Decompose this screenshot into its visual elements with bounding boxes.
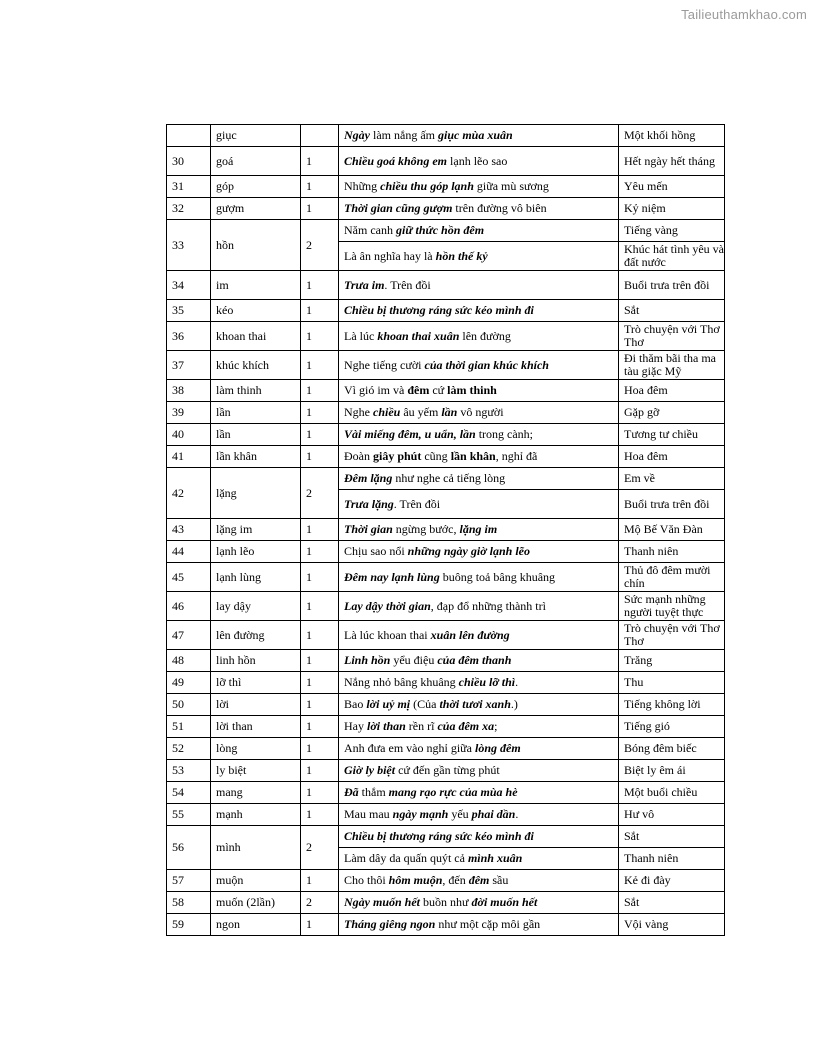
table-row [167, 468, 725, 490]
count-cell: 1 [301, 446, 339, 468]
word-cell: muộn [211, 870, 301, 892]
source-cell: Sắt [619, 892, 725, 914]
example-cell: Năm canh giữ thức hồn đêm [339, 220, 619, 242]
count-cell: 1 [301, 694, 339, 716]
count-cell: 1 [301, 402, 339, 424]
row-number-cell: 38 [167, 380, 211, 402]
example-cell: Nghe tiếng cười của thời gian khúc khích [339, 351, 619, 380]
row-number-cell: 44 [167, 541, 211, 563]
count-cell: 1 [301, 738, 339, 760]
example-cell: Đêm lặng như nghe cả tiếng lòng [339, 468, 619, 490]
word-cell: lần [211, 424, 301, 446]
count-cell: 1 [301, 870, 339, 892]
example-cell: Là ân nghĩa hay là hồn thế kỷ [339, 242, 619, 271]
source-cell: Tương tư chiều [619, 424, 725, 446]
source-cell: Mộ Bế Văn Đàn [619, 519, 725, 541]
count-cell: 1 [301, 424, 339, 446]
row-number-cell: 45 [167, 563, 211, 592]
example-cell: Trưa im. Trên đồi [339, 271, 619, 300]
count-cell: 1 [301, 322, 339, 351]
count-cell: 1 [301, 271, 339, 300]
table-row [167, 519, 725, 541]
table-row [167, 672, 725, 694]
table-row [167, 220, 725, 242]
word-cell: lay dậy [211, 592, 301, 621]
example-cell: Ngày muốn hết buồn như đời muốn hết [339, 892, 619, 914]
row-number-cell: 42 [167, 468, 211, 519]
table-row [167, 826, 725, 848]
word-cell: mạnh [211, 804, 301, 826]
row-number-cell: 34 [167, 271, 211, 300]
word-cell: gượm [211, 198, 301, 220]
source-cell: Buổi trưa trên đồi [619, 271, 725, 300]
source-cell: Hết ngày hết tháng [619, 147, 725, 176]
table-row [167, 592, 725, 621]
row-number-cell: 46 [167, 592, 211, 621]
table-row [167, 147, 725, 176]
word-cell: lạnh lẽo [211, 541, 301, 563]
source-cell: Thu [619, 672, 725, 694]
table-row [167, 176, 725, 198]
table-row [167, 914, 725, 936]
table-row [167, 322, 725, 351]
source-cell: Yêu mến [619, 176, 725, 198]
word-cell: kéo [211, 300, 301, 322]
source-cell: Em về [619, 468, 725, 490]
table-row [167, 125, 725, 147]
row-number-cell: 47 [167, 621, 211, 650]
row-number-cell: 41 [167, 446, 211, 468]
row-number-cell: 35 [167, 300, 211, 322]
example-cell: Anh đưa em vào nghỉ giữa lòng đêm [339, 738, 619, 760]
table-row [167, 870, 725, 892]
row-number-cell: 31 [167, 176, 211, 198]
source-cell: Trò chuyện với Thơ Thơ [619, 621, 725, 650]
table-row [167, 650, 725, 672]
word-usage-table [166, 124, 725, 936]
example-cell: Đã thắm mang rạo rực của mùa hè [339, 782, 619, 804]
example-cell: Những chiều thu góp lạnh giữa mù sương [339, 176, 619, 198]
example-cell: Trưa lặng. Trên đồi [339, 490, 619, 519]
table-row [167, 563, 725, 592]
source-cell: Hoa đêm [619, 380, 725, 402]
table-row [167, 694, 725, 716]
word-cell: khoan thai [211, 322, 301, 351]
example-cell: Cho thôi hôm muộn, đến đêm sầu [339, 870, 619, 892]
source-cell: Gặp gỡ [619, 402, 725, 424]
row-number-cell: 40 [167, 424, 211, 446]
count-cell: 1 [301, 672, 339, 694]
source-cell: Một buổi chiều [619, 782, 725, 804]
row-number-cell: 58 [167, 892, 211, 914]
count-cell: 2 [301, 892, 339, 914]
source-cell: Sắt [619, 826, 725, 848]
source-cell: Trăng [619, 650, 725, 672]
count-cell: 1 [301, 563, 339, 592]
count-cell: 1 [301, 716, 339, 738]
word-cell: lặng im [211, 519, 301, 541]
row-number-cell: 54 [167, 782, 211, 804]
row-number-cell: 56 [167, 826, 211, 870]
row-number-cell: 37 [167, 351, 211, 380]
source-cell: Trò chuyện với Thơ Thơ [619, 322, 725, 351]
word-cell: linh hồn [211, 650, 301, 672]
word-cell: lời than [211, 716, 301, 738]
count-cell: 1 [301, 519, 339, 541]
example-cell: Nghe chiều âu yếm lần vô người [339, 402, 619, 424]
example-cell: Là lúc khoan thai xuân lên đường [339, 621, 619, 650]
table-row [167, 351, 725, 380]
source-cell: Kỷ niệm [619, 198, 725, 220]
source-cell: Tiếng vàng [619, 220, 725, 242]
table-row [167, 804, 725, 826]
word-cell: làm thinh [211, 380, 301, 402]
table-row [167, 271, 725, 300]
row-number-cell: 39 [167, 402, 211, 424]
word-cell: lời [211, 694, 301, 716]
row-number-cell: 30 [167, 147, 211, 176]
table-row [167, 541, 725, 563]
table-row [167, 300, 725, 322]
example-cell: Vài miếng đêm, u uẩn, lần trong cành; [339, 424, 619, 446]
source-cell: Buổi trưa trên đồi [619, 490, 725, 519]
word-cell: góp [211, 176, 301, 198]
word-cell: mang [211, 782, 301, 804]
source-cell: Bóng đêm biếc [619, 738, 725, 760]
source-cell: Biệt ly êm ái [619, 760, 725, 782]
count-cell: 1 [301, 782, 339, 804]
word-cell: lần [211, 402, 301, 424]
count-cell: 1 [301, 804, 339, 826]
word-cell: lần khân [211, 446, 301, 468]
source-cell: Vội vàng [619, 914, 725, 936]
word-cell: im [211, 271, 301, 300]
example-cell: Bao lời uỷ mị (Của thời tươi xanh.) [339, 694, 619, 716]
example-cell: Giờ ly biệt cứ đến gần từng phút [339, 760, 619, 782]
count-cell: 1 [301, 300, 339, 322]
table-row [167, 198, 725, 220]
word-cell: muốn (2lần) [211, 892, 301, 914]
word-cell: lòng [211, 738, 301, 760]
count-cell: 1 [301, 176, 339, 198]
count-cell [301, 125, 339, 147]
example-cell: Thời gian ngừng bước, lặng im [339, 519, 619, 541]
table-row [167, 892, 725, 914]
source-cell: Thanh niên [619, 541, 725, 563]
example-cell: Đoàn giây phút cũng lần khân, nghỉ đã [339, 446, 619, 468]
row-number-cell: 43 [167, 519, 211, 541]
example-cell: Nắng nhỏ bâng khuâng chiều lỡ thì. [339, 672, 619, 694]
source-cell: Thủ đô đêm mười chín [619, 563, 725, 592]
source-cell: Hoa đêm [619, 446, 725, 468]
word-cell: lặng [211, 468, 301, 519]
count-cell: 1 [301, 760, 339, 782]
source-cell: Một khối hồng [619, 125, 725, 147]
count-cell: 1 [301, 621, 339, 650]
example-cell: Làm dây da quấn quýt cả mình xuân [339, 848, 619, 870]
example-cell: Chiều bị thương ráng sức kéo mình đi [339, 300, 619, 322]
source-cell: Khúc hát tình yêu và đất nước [619, 242, 725, 271]
count-cell: 1 [301, 351, 339, 380]
example-cell: Tháng giêng ngon như một cặp môi gần [339, 914, 619, 936]
row-number-cell: 57 [167, 870, 211, 892]
example-cell: Thời gian cũng gượm trên đường vô biên [339, 198, 619, 220]
source-cell: Sức mạnh những người tuyệt thực [619, 592, 725, 621]
example-cell: Là lúc khoan thai xuân lên đường [339, 322, 619, 351]
example-cell: Chiều goá không em lạnh lẽo sao [339, 147, 619, 176]
table-row [167, 760, 725, 782]
source-cell: Hư vô [619, 804, 725, 826]
word-cell: ngon [211, 914, 301, 936]
word-cell: giục [211, 125, 301, 147]
row-number-cell: 32 [167, 198, 211, 220]
example-cell: Chiều bị thương ráng sức kéo mình đi [339, 826, 619, 848]
count-cell: 1 [301, 592, 339, 621]
table-row [167, 621, 725, 650]
word-cell: mình [211, 826, 301, 870]
table-row [167, 402, 725, 424]
word-cell: lỡ thì [211, 672, 301, 694]
example-cell: Hay lời than rền rĩ của đêm xa; [339, 716, 619, 738]
table-row [167, 738, 725, 760]
row-number-cell: 48 [167, 650, 211, 672]
row-number-cell: 55 [167, 804, 211, 826]
word-cell: ly biệt [211, 760, 301, 782]
example-cell: Đêm nay lạnh lùng buông toả bâng khuâng [339, 563, 619, 592]
count-cell: 1 [301, 541, 339, 563]
word-cell: khúc khích [211, 351, 301, 380]
word-cell: lạnh lùng [211, 563, 301, 592]
count-cell: 1 [301, 650, 339, 672]
row-number-cell: 52 [167, 738, 211, 760]
row-number-cell: 50 [167, 694, 211, 716]
table-row [167, 424, 725, 446]
row-number-cell: 51 [167, 716, 211, 738]
example-cell: Chịu sao nổi những ngày giờ lạnh lẽo [339, 541, 619, 563]
example-cell: Linh hồn yểu điệu của đêm thanh [339, 650, 619, 672]
table-row [167, 782, 725, 804]
example-cell: Ngày làm nắng ấm giục mùa xuân [339, 125, 619, 147]
source-cell: Tiếng không lời [619, 694, 725, 716]
source-cell: Tiếng gió [619, 716, 725, 738]
count-cell: 2 [301, 220, 339, 271]
example-cell: Vì gió im và đêm cứ làm thinh [339, 380, 619, 402]
source-cell: Đi thăm bãi tha ma tàu giặc Mỹ [619, 351, 725, 380]
source-cell: Thanh niên [619, 848, 725, 870]
count-cell: 2 [301, 468, 339, 519]
word-cell: lên đường [211, 621, 301, 650]
word-cell: hồn [211, 220, 301, 271]
count-cell: 1 [301, 380, 339, 402]
example-cell: Mau mau ngày mạnh yếu phai dần. [339, 804, 619, 826]
word-cell: goá [211, 147, 301, 176]
count-cell: 1 [301, 914, 339, 936]
row-number-cell: 59 [167, 914, 211, 936]
example-cell: Lay dậy thời gian, đạp đổ những thành trì [339, 592, 619, 621]
source-cell: Kẻ đi đày [619, 870, 725, 892]
table-row [167, 716, 725, 738]
count-cell: 1 [301, 198, 339, 220]
table-row [167, 446, 725, 468]
table-row [167, 380, 725, 402]
row-number-cell: 36 [167, 322, 211, 351]
table-body [167, 125, 725, 936]
row-number-cell: 33 [167, 220, 211, 271]
source-cell: Sắt [619, 300, 725, 322]
count-cell: 1 [301, 147, 339, 176]
row-number-cell: 53 [167, 760, 211, 782]
count-cell: 2 [301, 826, 339, 870]
row-number-cell: 49 [167, 672, 211, 694]
watermark-text: Tailieuthamkhao.com [681, 7, 807, 22]
row-number-cell [167, 125, 211, 147]
